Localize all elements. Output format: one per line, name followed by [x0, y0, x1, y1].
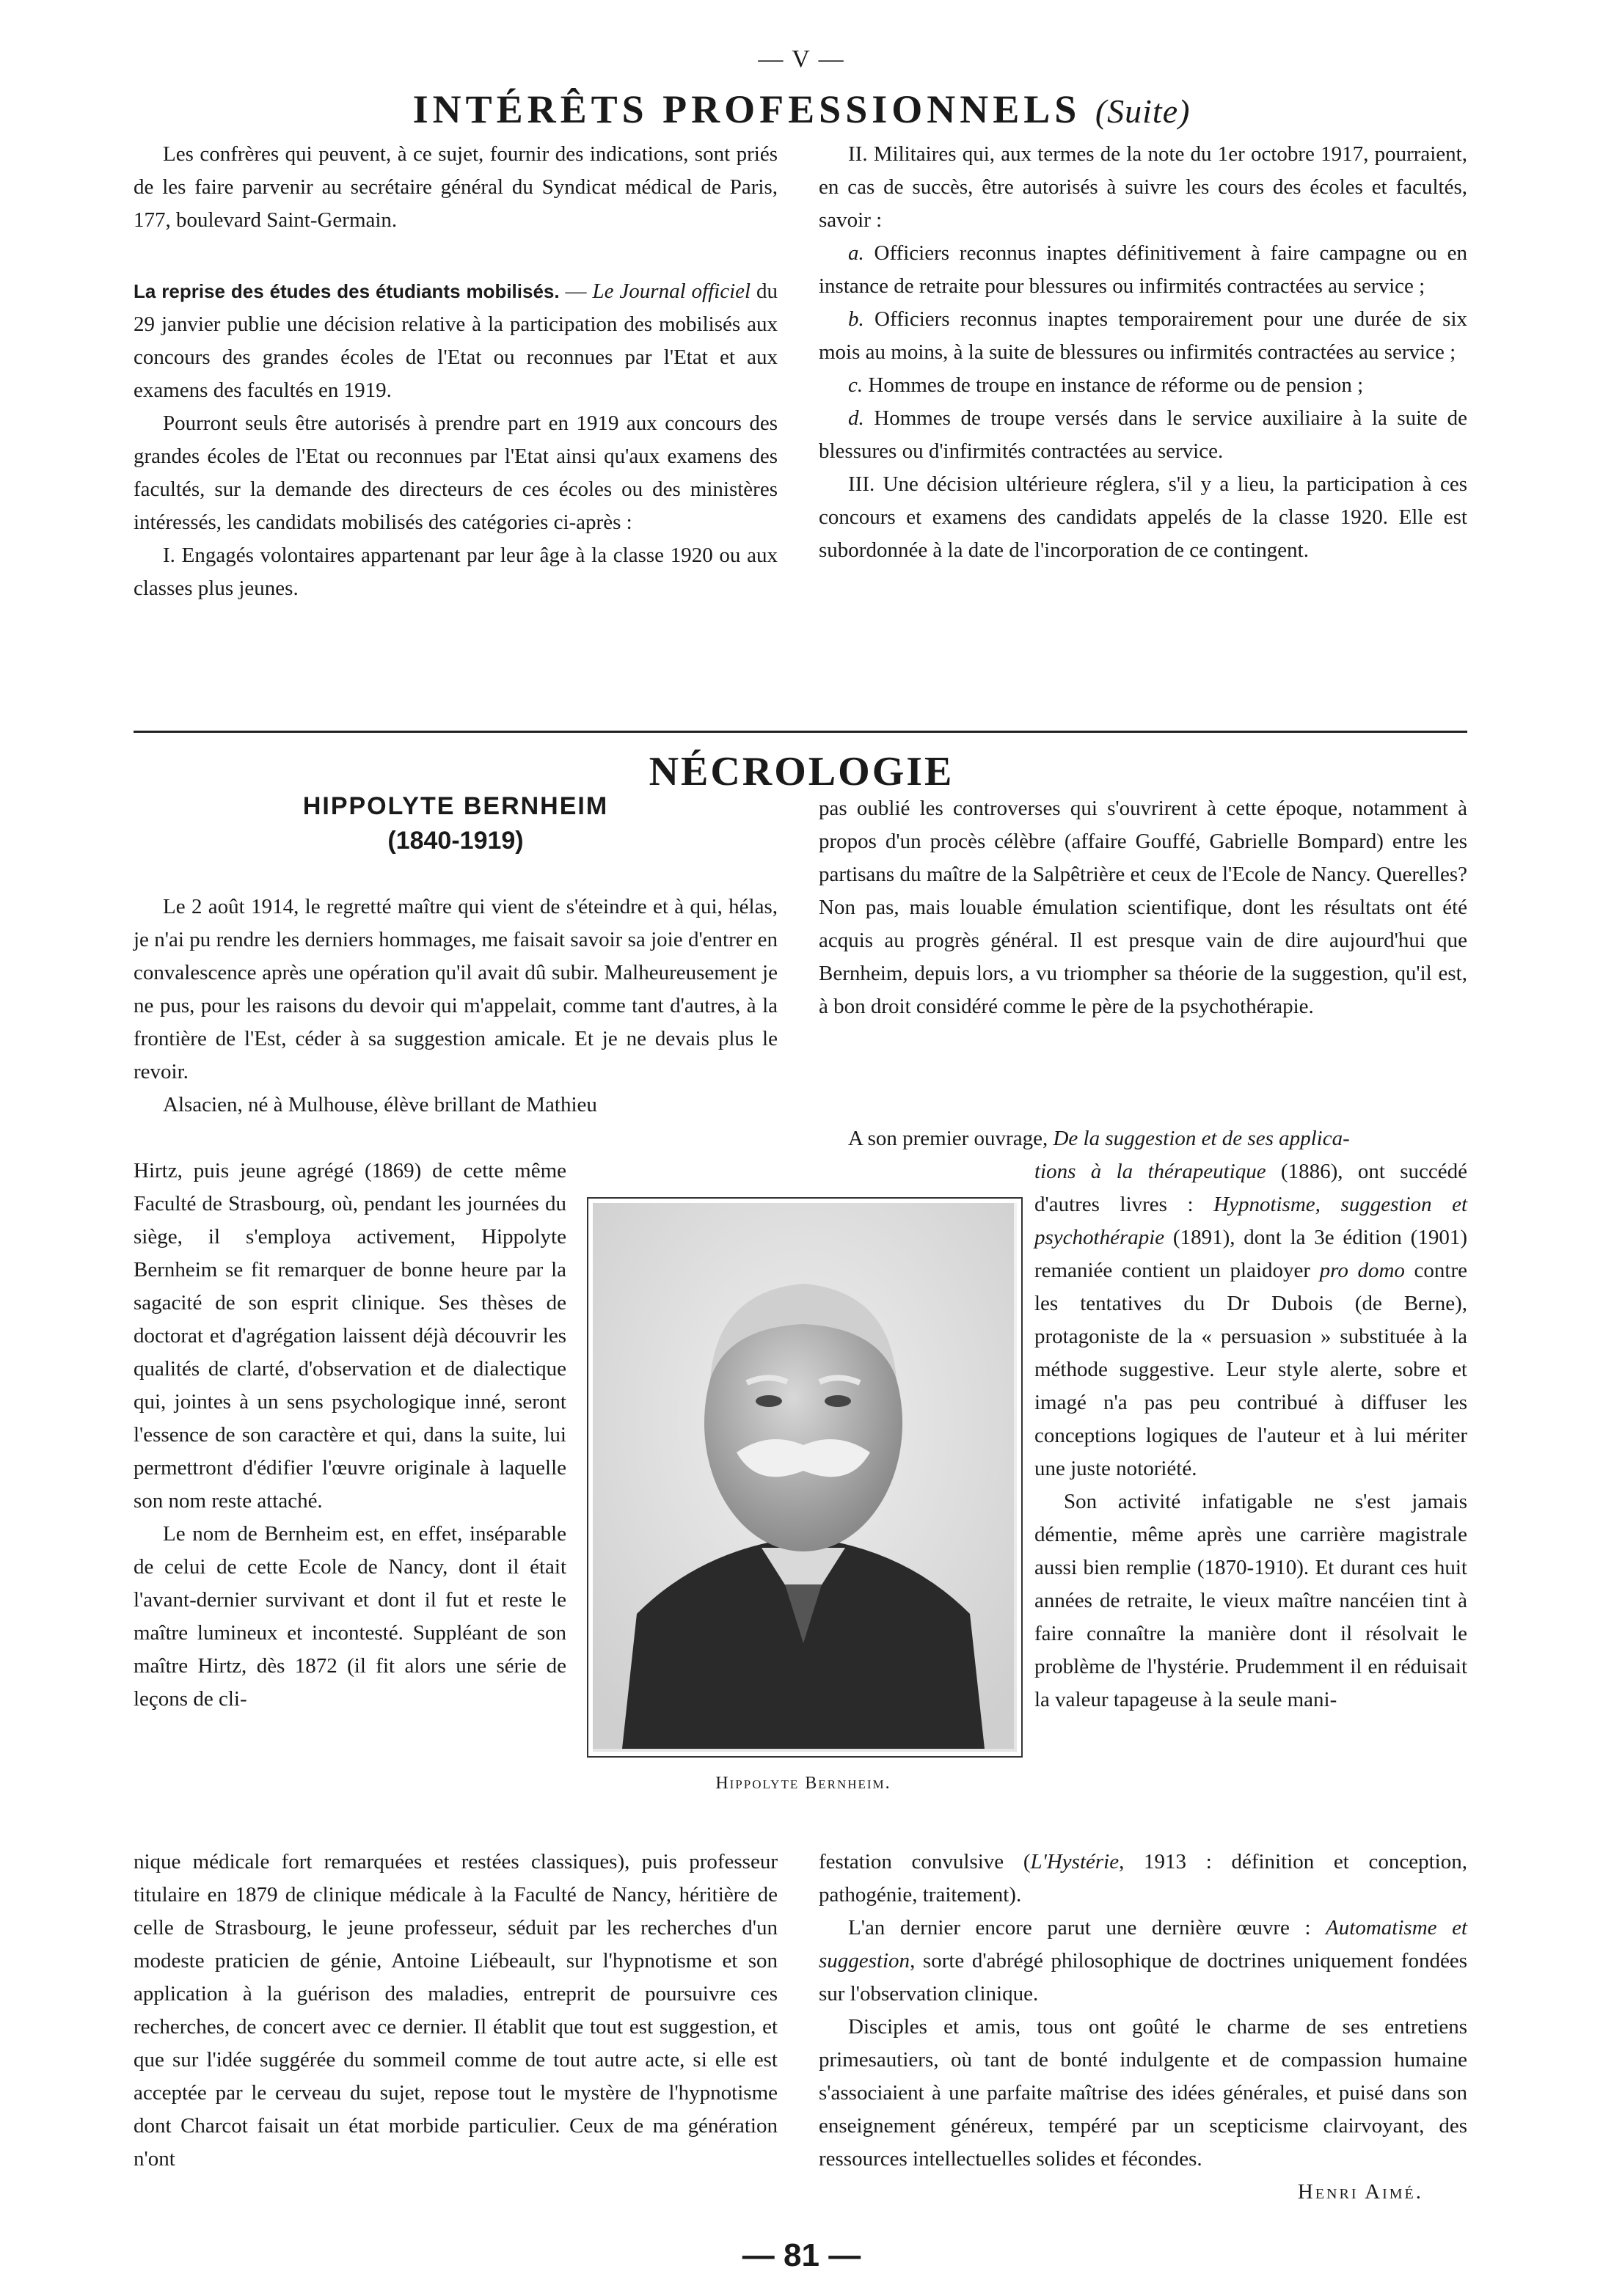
interets-subheading-paragraph [134, 275, 778, 407]
subheading-dash: — [559, 279, 587, 303]
page-folio-roman: — V — [758, 45, 845, 73]
item-text: Hommes de troupe en instance de réforme ou de pension ; [863, 373, 1364, 397]
interets-paragraph-text: du 29 janvier publie une décision relative à la participation des mobilisés aux concours des grandes écoles de l'Etat ou reconnues par l'Etat et aux examens des facultés en 1919. [134, 279, 778, 402]
obituary-paragraph: Le nom de Bernheim est, en effet, inséparable de celui de cette Ecole de Nancy, dont il était l'avant-dernier survivant et dont il fut et reste le maître lumineux et incontesté. Suppléant de son maître Hirtz, dès 1872 (il fit alors une série de leçons de cli- [134, 1522, 566, 1711]
book-title: L'Hystérie [1030, 1850, 1120, 1873]
portrait-image [593, 1203, 1017, 1752]
book-title: De la suggestion et de ses applica- [1053, 1127, 1350, 1150]
obituary-right-books-start [819, 1122, 1467, 1155]
obituary-paragraph-cont: pas oublié les controverses qui s'ouvrirent à cette époque, notamment à propos d'un procès célèbre (affaire Gouffé, Gabrielle Bompard) entre les partisans du maître de la Salpêtrière et ceux de l'Ecole de Nancy. Querelles? Non pas, mais louable émulation scientifique, dont les résultats ont été acquis au progrès général. Il est presque vain de dire aujourd'hui que Bernheim, depuis lors, a vu triompher sa théorie de la suggestion, qu'il est, à bon droit considéré comme le père de la psychothérapie. [819, 797, 1467, 1018]
obituary-signature: Henri Aimé. [1297, 2180, 1423, 2204]
journal-officiel-ref: Le Journal officiel [592, 279, 751, 303]
section-divider [134, 731, 1467, 733]
interets-item-a [819, 237, 1467, 303]
obituary-right-top [819, 792, 1467, 1023]
interets-paragraph: II. Militaires qui, aux termes de la note du 1er octobre 1917, pourraient, en cas de succès, être autorisés à suivre les cours des écoles et facultés, savoir : [819, 142, 1467, 232]
obituary-paragraph: Disciples et amis, tous ont goûté le charme de ses entretiens primesautiers, où tant de bonté indulgente et de compassion humaine s'associaient à une parfaite maîtrise des idées générales, et puisé dans son enseignement généreux, tempéré par un scepticisme clairvoyant, des ressources intellectuelles solides et fécondes. [819, 2015, 1467, 2171]
necrologie-title: NÉCROLOGIE [649, 749, 954, 794]
text-run: festation convulsive ( [819, 1850, 1031, 1873]
portrait-illustration [593, 1203, 1014, 1749]
interets-paragraph: III. Une décision ultérieure réglera, s'il y a lieu, la participation à ces concours et examens des candidats appelés de la classe 1920. Elle est subordonnée à la date de l'incorporation de ce contingent. [819, 472, 1467, 562]
obituary-paragraph: Son activité infatigable ne s'est jamais démentie, même après une carrière magistrale aussi bien remplie (1870-1910). Et durant ces huit années de retraite, le vieux maître nancéien tint à faire connaître la manière dont il résolvait le problème de l'hystérie. Prudemment il en réduisait la valeur tapageuse à la seule mani- [1034, 1490, 1467, 1711]
obituary-books-line [819, 1122, 1467, 1155]
book-title: Hypnotisme, suggestion et psychothérapie [1034, 1193, 1467, 1249]
interets-paragraph: Pourront seuls être autorisés à prendre part en 1919 aux concours des grandes écoles de l'Etat ou reconnues par l'Etat ainsi qu'aux examens des facultés, sur la demande des directeurs de ces écoles ou des ministères intéressés, les candidats mobilisés des catégories ci-après : [134, 412, 778, 534]
text-run: contre les tentatives du Dr Dubois (de Berne), protagoniste de la « persuasion » substituée à la méthode suggestive. Leur style alerte, sobre et imagé n'a pas peu contribué à diffuser les conceptions logiques de l'auteur et à lui mériter une juste notoriété. [1034, 1259, 1468, 1480]
obituary-left-top [134, 891, 778, 1122]
section-title-text: INTÉRÊTS PROFESSIONNELS [412, 87, 1081, 131]
obituary-right-bottom [819, 1846, 1467, 2209]
text-run: (1891), dont la 3e édition (1901) remaniée contient un plaidoyer [1034, 1226, 1467, 1282]
interets-item-c [819, 369, 1467, 402]
text-run: , sorte d'abrégé philosophique de doctrines uniquement fondées sur l'observation clinique. [819, 1949, 1467, 2006]
obituary-heading [134, 792, 778, 855]
portrait-caption: Hippolyte Bernheim. [715, 1774, 891, 1793]
obituary-paragraph-cont: Hirtz, puis jeune agrégé (1869) de cette même Faculté de Strasbourg, où, pendant les journées du siège, il s'employa activement, Hippolyte Bernheim se fit remarquer de bonne heure par la sagacité de son esprit clinique. Ses thèses de doctorat et d'agrégation laissent déjà découvrir les qualités de clarté, d'observation et de dialectique qui, jointes à un sens psychologique inné, seront l'essence de son caractère et qui, dans la suite, lui permettront d'édifier l'œuvre originale à laquelle son nom reste attaché. [134, 1159, 566, 1513]
obituary-paragraph-start: Alsacien, né à Mulhouse, élève brillant de Mathieu [163, 1093, 597, 1116]
text-run: , 1913 : définition et conception, pathogénie, traitement). [819, 1850, 1467, 1906]
interets-paragraph: I. Engagés volontaires appartenant par leur âge à la classe 1920 ou aux classes plus jeunes. [134, 544, 778, 600]
page-number: — 81 — [742, 2237, 861, 2273]
obituary-name: HIPPOLYTE BERNHEIM [302, 792, 609, 820]
item-letter: d. [848, 406, 864, 430]
interets-left-column [134, 138, 778, 605]
obituary-paragraph-cont [819, 1846, 1467, 1912]
portrait-photo [587, 1197, 1023, 1758]
item-letter: b. [848, 307, 864, 331]
obituary-dates: (1840-1919) [387, 827, 524, 855]
subheading: La reprise des études des étudiants mobilisés. [134, 280, 560, 302]
obituary-left-wrap [134, 1155, 566, 1716]
book-title: Automatisme et suggestion [819, 1916, 1468, 1973]
text-run: A son premier ouvrage, [848, 1127, 1054, 1150]
item-text: Officiers reconnus inaptes définitivement à faire campagne ou en instance de retraite pour blessures ou infirmités contractées au service ; [819, 241, 1467, 298]
interets-item-b [819, 303, 1467, 369]
text-run: L'an dernier encore parut une dernière œuvre : [848, 1916, 1326, 1939]
interets-item-d [819, 402, 1467, 468]
obituary-paragraph-cont: nique médicale fort remarquées et restées classiques), puis professeur titulaire en 1879 de clinique médicale à la Faculté de Nancy, héritière de celle de Strasbourg, le jeune professeur, séduit par les recherches d'un modeste praticien de génie, Antoine Liébeault, sur l'hypnotisme et son application à la guérison des maladies, entreprit de poursuivre ces recherches, de concert avec ce dernier. Il établit que tout est suggestion, et que sur l'idée suggérée du sommeil comme de tout autre acte, si elle est acceptée par le cerveau du sujet, repose tout le mystère de l'hypnotisme dont Charcot faisait un état morbide particulier. Ceux de ma génération n'ont [134, 1850, 778, 2171]
section-title-suite: (Suite) [1095, 92, 1191, 130]
obituary-paragraph [819, 1912, 1467, 2011]
section-title [0, 87, 1603, 132]
obituary-right-wrap [1034, 1155, 1467, 1716]
interets-right-column [819, 138, 1467, 567]
obituary-books-paragraph [1034, 1155, 1467, 1485]
item-letter: a. [848, 241, 864, 265]
text-run: (1886), ont succédé d'autres livres : [1034, 1160, 1467, 1216]
book-title: tions à la thérapeutique [1034, 1160, 1266, 1183]
item-letter: c. [848, 373, 863, 397]
obituary-paragraph: Le 2 août 1914, le regretté maître qui vient de s'éteindre et à qui, hélas, je n'ai pu rendre les derniers hommages, me faisait savoir sa joie d'entrer en convalescence après une opération qu'il avait dû subir. Malheureusement je ne pus, pour les raisons du devoir qui m'appelait, comme tant d'autres, à la frontière de l'Est, céder à sa suggestion amicale. Et je ne devais plus le revoir. [134, 895, 778, 1083]
item-text: Officiers reconnus inaptes temporairement pour une durée de six mois au moins, à la suite de blessures ou infirmités contractées au service ; [819, 307, 1467, 364]
obituary-left-bottom [134, 1846, 778, 2176]
latin-phrase: pro domo [1319, 1259, 1405, 1282]
interets-paragraph: Les confrères qui peuvent, à ce sujet, fournir des indications, sont priés de les faire parvenir au secrétaire général du Syndicat médical de Paris, 177, boulevard Saint-Germain. [134, 142, 778, 232]
item-text: Hommes de troupe versés dans le service auxiliaire à la suite de blessures ou d'infirmités contractées au service. [819, 406, 1467, 463]
